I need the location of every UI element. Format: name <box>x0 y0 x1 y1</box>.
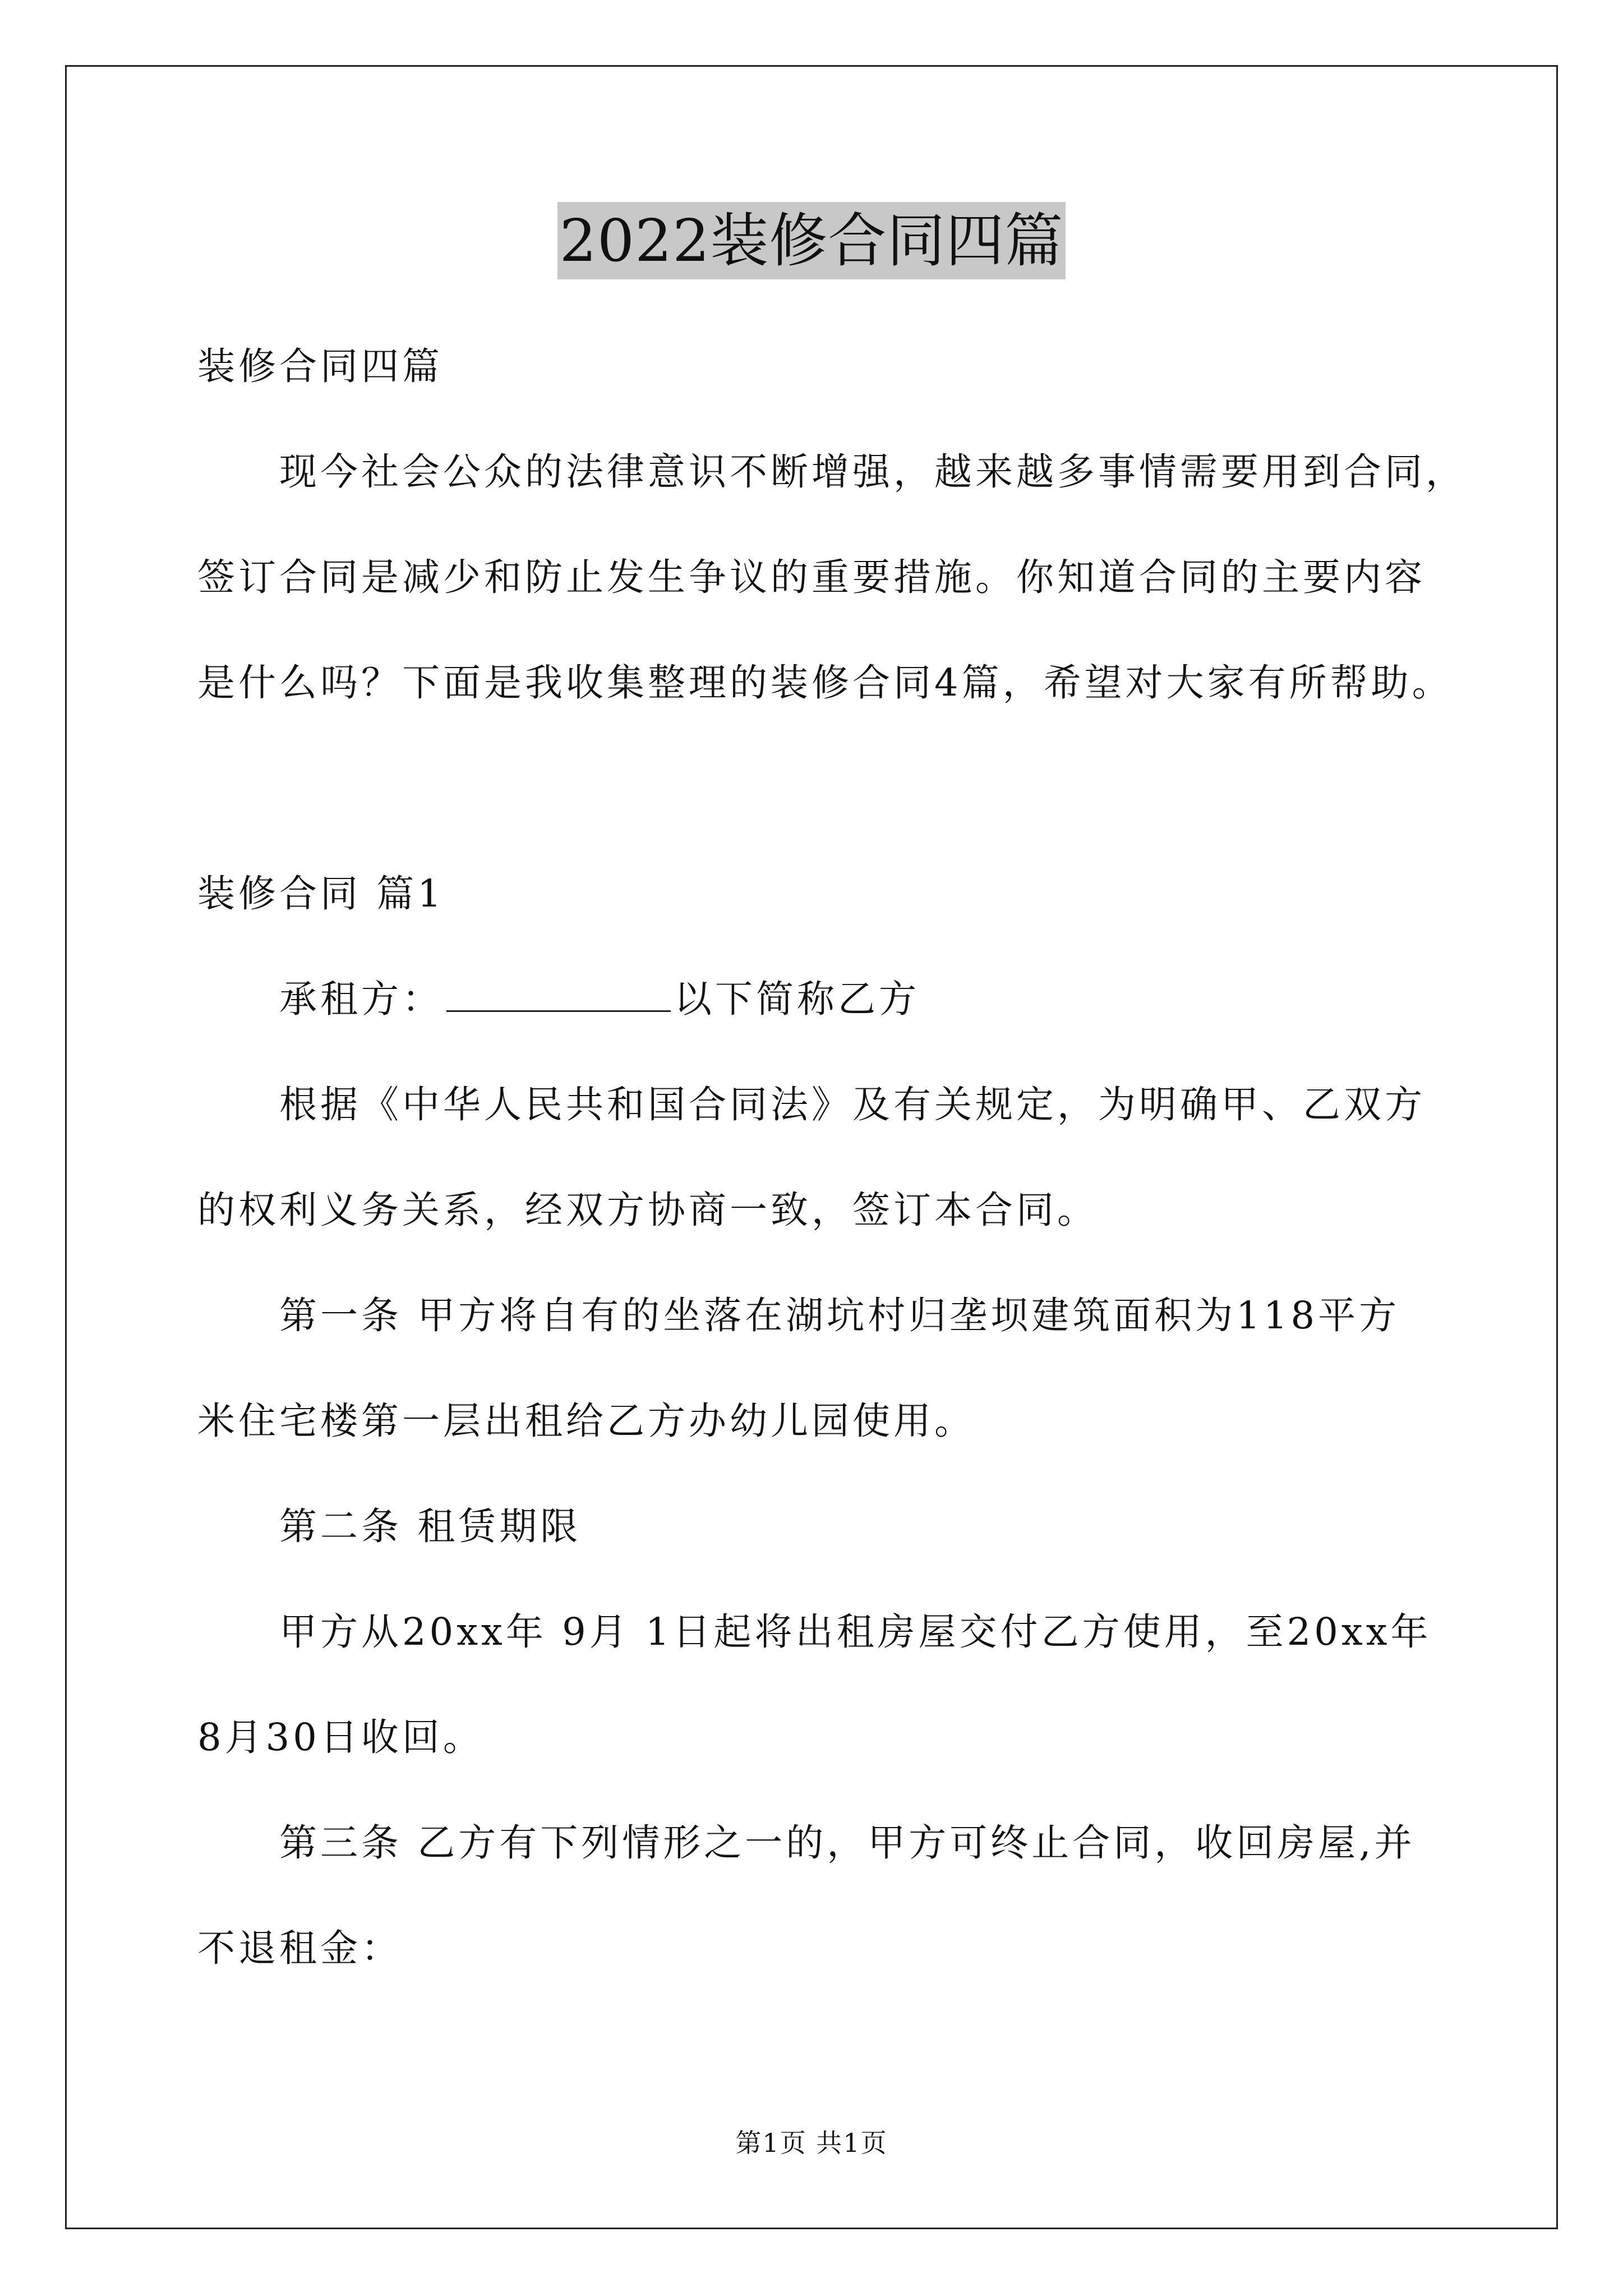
lessee-label: 承租方： <box>279 977 443 1021</box>
section-heading: 装修合同 篇1 <box>197 872 445 915</box>
article1-line-1: 第一条 甲方将自有的坐落在湖坑村归垄坝建筑面积为118平方 <box>279 1294 1400 1337</box>
lessee-blank <box>446 976 671 1012</box>
document-subtitle: 装修合同四篇 <box>197 344 443 388</box>
document-title-text: 2022装修合同四篇 <box>557 202 1066 279</box>
intro-line-3: 是什么吗？下面是我收集整理的装修合同4篇，希望对大家有所帮助。 <box>197 661 1453 705</box>
intro-line-1: 现今社会公众的法律意识不断增强，越来越多事情需要用到合同， <box>279 450 1467 494</box>
lessee-suffix: 以下简称乙方 <box>674 977 920 1021</box>
article2-line-1: 甲方从20xx年 9月 1日起将出租房屋交付乙方使用，至20xx年 <box>279 1610 1432 1654</box>
article3-line-1: 第三条 乙方有下列情形之一的，甲方可终止合同，收回房屋,并 <box>279 1821 1415 1865</box>
article1-line-2: 米住宅楼第一层出租给乙方办幼儿园使用。 <box>197 1399 975 1443</box>
page-footer: 第1页 共1页 <box>735 2128 888 2158</box>
article2-line-2: 8月30日收回。 <box>197 1715 484 1759</box>
article2-heading: 第二条 租赁期限 <box>279 1504 582 1548</box>
basis-line-2: 的权利义务关系，经双方协商一致，签订本合同。 <box>197 1188 1098 1232</box>
intro-line-2: 签订合同是减少和防止发生争议的重要措施。你知道合同的主要内容 <box>197 555 1426 599</box>
article3-line-2: 不退租金： <box>197 1926 402 1970</box>
basis-line-1: 根据《中华人民共和国合同法》及有关规定，为明确甲、乙双方 <box>279 1083 1426 1126</box>
document-title <box>0 202 1623 279</box>
lessee-line <box>279 974 1435 1024</box>
